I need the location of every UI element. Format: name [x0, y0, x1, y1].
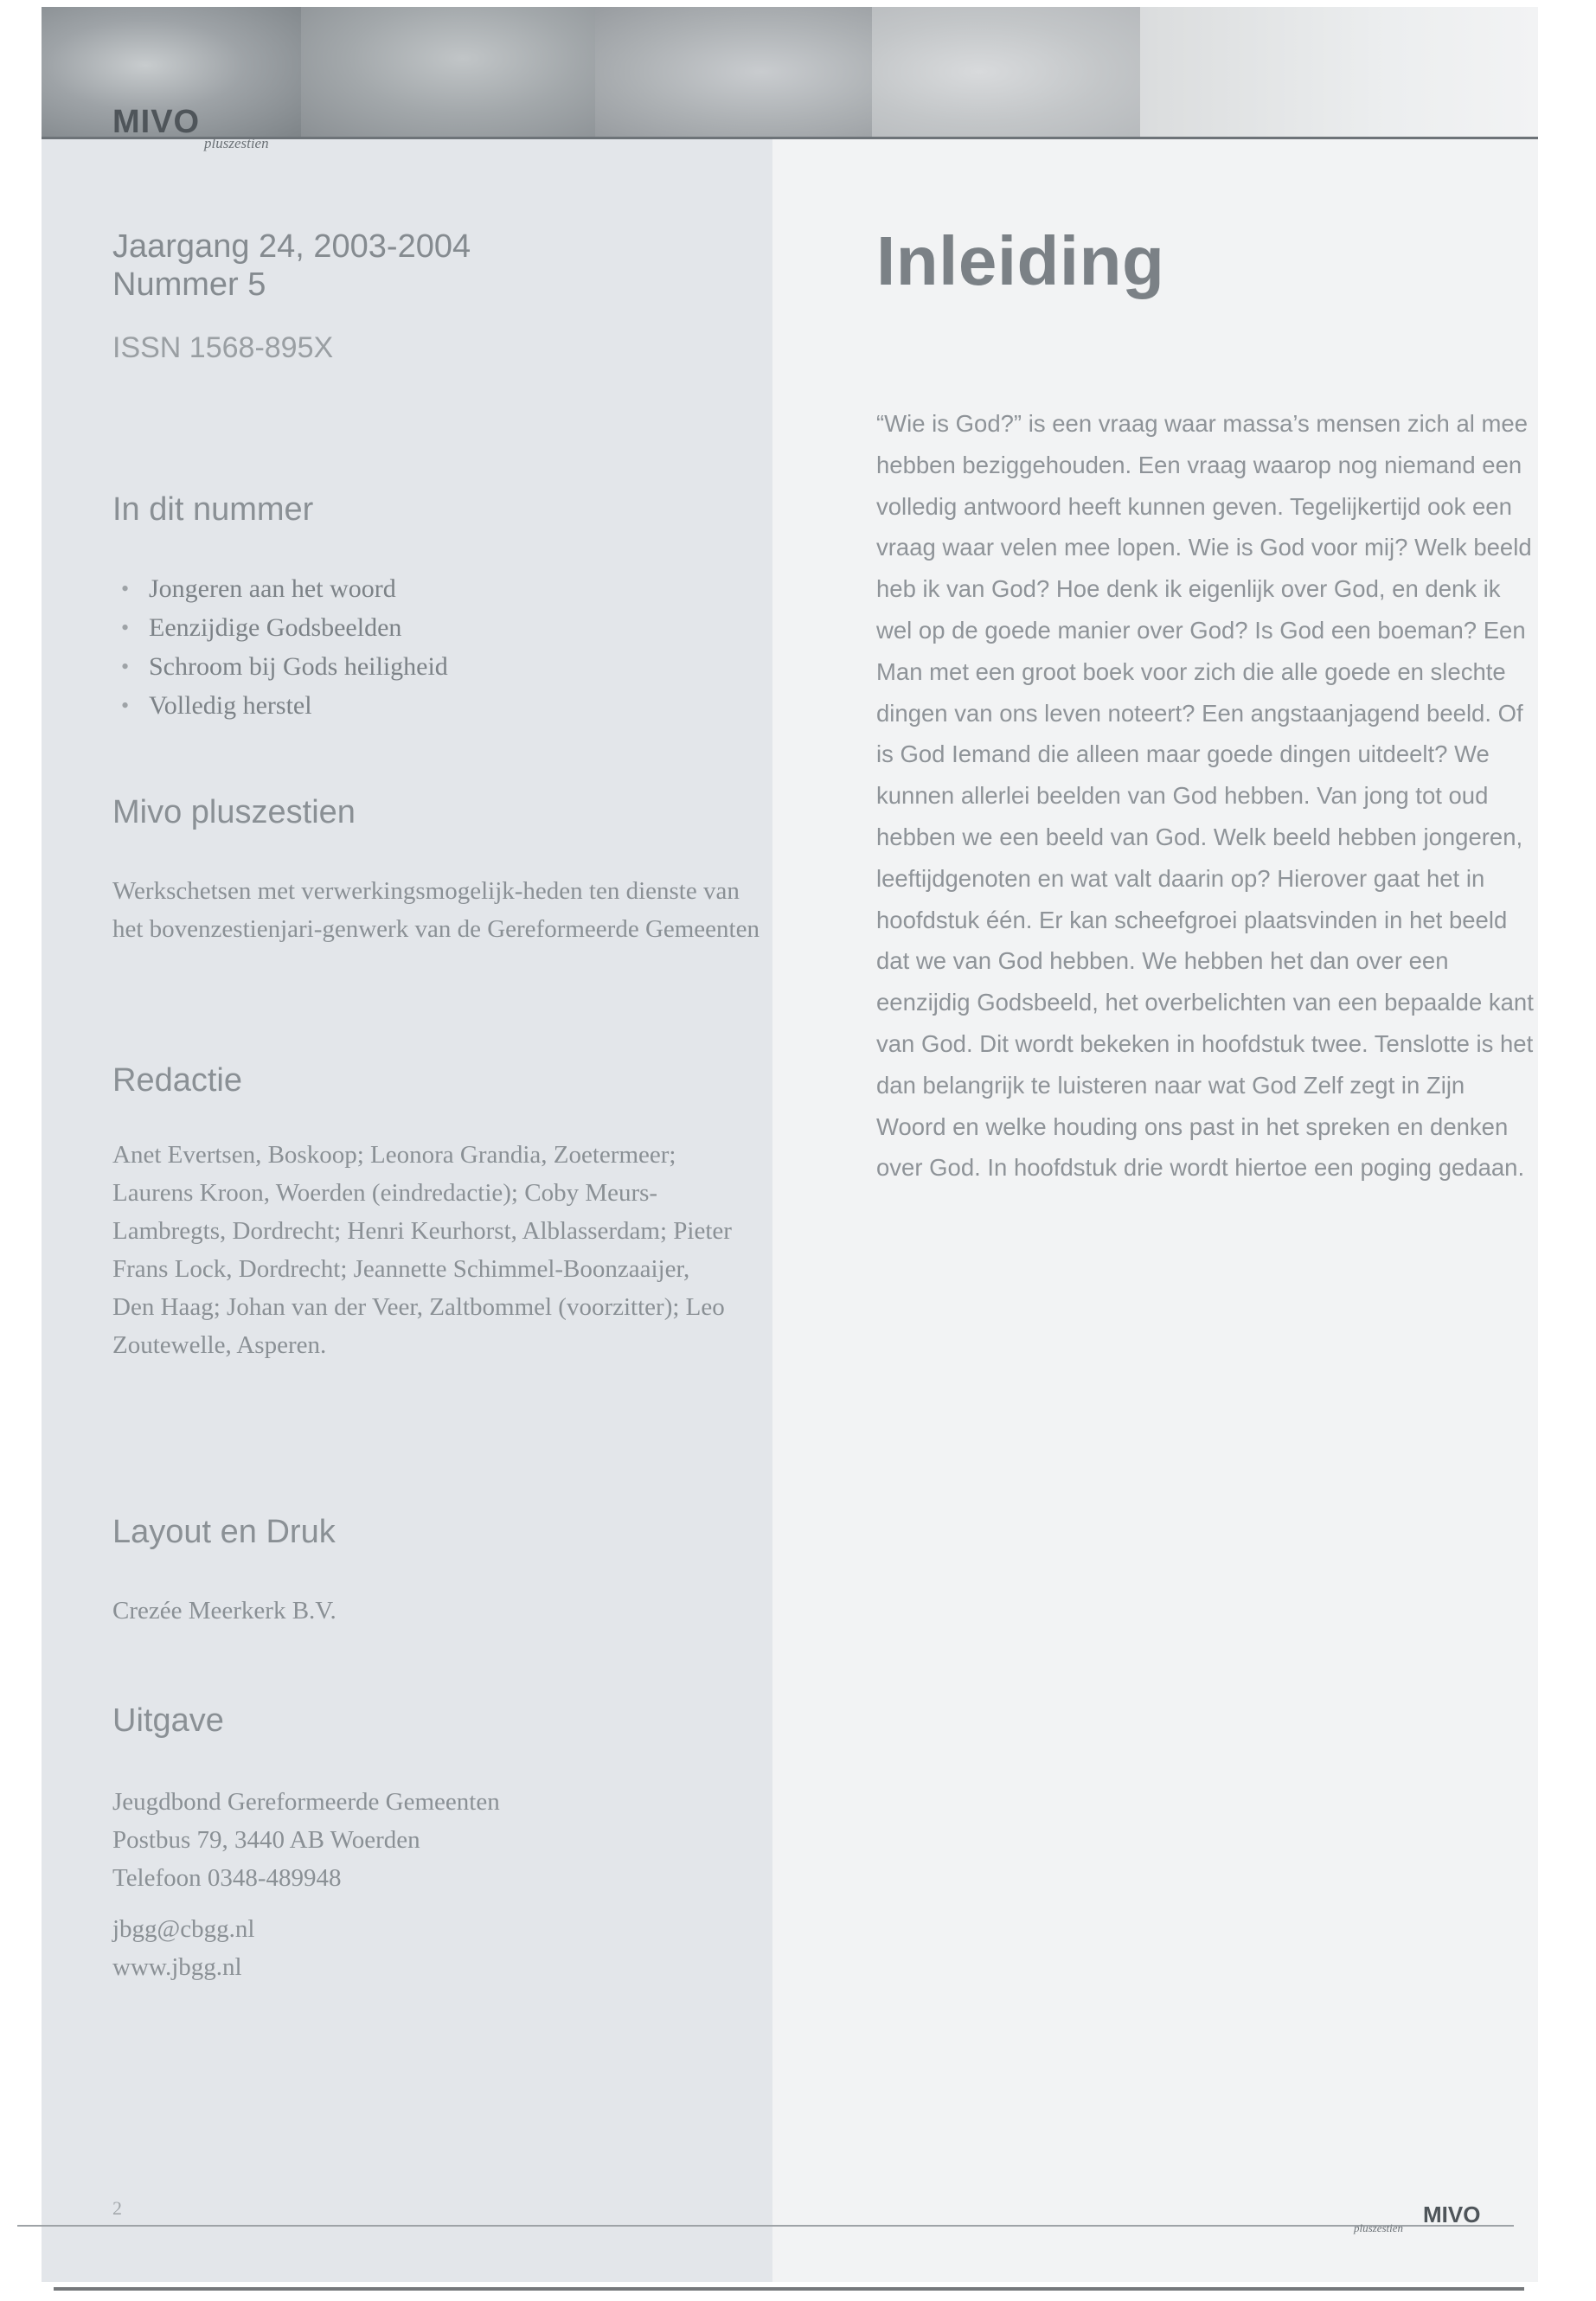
mivo-logo-subtitle: pluszestien: [204, 135, 269, 151]
article-title: Inleiding: [876, 222, 1165, 299]
layout-text: Crezée Meerkerk B.V.: [112, 1597, 337, 1625]
header-photo: [595, 7, 872, 137]
issue-number: Nummer 5: [112, 266, 266, 303]
header-photo: [301, 7, 595, 137]
page-sheet: [42, 7, 1538, 2282]
footer-logo-subtitle: pluszestien: [1354, 2221, 1404, 2234]
layout-heading: Layout en Druk: [112, 1514, 336, 1550]
editorial-text: Anet Evertsen, Boskoop; Leonora Grandia, Zoetermeer; Laurens Kroon, Woerden (eindredactie); Coby Meurs-Lambregts, Dordrecht; Henri Keurhorst, Alblasserdam; Pieter Frans Lock, Dordrecht; Jeannette Schimmel-Boonzaaijer, Den Haag; Johan van der Veer, Zaltbommel (voorzitter); Leo Zoutewelle, Asperen.: [112, 1141, 732, 1359]
publisher-phone: Telefoon 0348-489948: [112, 1864, 342, 1892]
contents-heading: In dit nummer: [112, 491, 314, 528]
publisher-address: [112, 1783, 500, 1897]
about-heading: Mivo pluszestien: [112, 794, 356, 830]
footer-mivo-logo: MIVO: [1423, 2202, 1481, 2227]
publisher-heading: Uitgave: [112, 1702, 224, 1739]
page-number: 2: [112, 2197, 122, 2219]
list-item: • Volledig herstel: [118, 686, 448, 725]
publisher-name: Jeugdbond Gereformeerde Gemeenten: [112, 1788, 500, 1816]
editorial-heading: Redactie: [112, 1062, 242, 1099]
about-text: Werkschetsen met verwerkingsmogelijk-heden ten dienste van het bovenzestienjari-genwerk van de Gereformeerde Gemeenten: [112, 877, 760, 943]
header-photo-band: [42, 7, 1538, 138]
list-item: • Eenzijdige Godsbeelden: [118, 608, 448, 647]
publisher-postal: Postbus 79, 3440 AB Woerden: [112, 1826, 420, 1854]
email-link[interactable]: jbgg@cbgg.nl: [112, 1915, 255, 1943]
publisher-contact: [112, 1910, 254, 1986]
list-item: • Jongeren aan het woord: [118, 569, 448, 608]
web-link[interactable]: www.jbgg.nl: [112, 1953, 242, 1981]
mivo-logo: MIVO: [112, 104, 201, 140]
issn: ISSN 1568-895X: [112, 331, 334, 364]
issue-info: [112, 228, 471, 304]
issue-volume: Jaargang 24, 2003-2004: [112, 228, 471, 265]
contents-list: [118, 569, 448, 725]
page-bottom-edge: [54, 2287, 1524, 2291]
header-photo: [872, 7, 1140, 137]
list-item: • Schroom bij Gods heiligheid: [118, 647, 448, 686]
footer-rule: [17, 2225, 1514, 2227]
article-body: “Wie is God?” is een vraag waar massa’s mensen zich al mee hebben beziggehouden. Een vraag waarop nog niemand een volledig antwoord heeft kunnen geven. Tegelijkertijd ook een vraag waar velen mee lopen. Wie is God voor mij? Welk beeld heb ik van God? Hoe denk ik eigenlijk over God, en denk ik wel op de goede manier over God? Is God een boeman? Een Man met een groot boek voor zich die alle goede en slechte dingen van ons leven noteert? Een angstaanjagend beeld. Of is God Iemand die alleen maar goede dingen uitdeelt? We kunnen allerlei beelden van God hebben. Van jong tot oud hebben we een beeld van God. Welk beeld hebben jongeren, leeftijdgenoten en wat valt daarin op? Hierover gaat het in hoofdstuk één. Er kan scheefgroei plaatsvinden in het beeld dat we van God hebben. We hebben het dan over een eenzijdig Godsbeeld, het overbelichten van een bepaalde kant van God. Dit wordt bekeken in hoofdstuk twee. Tenslotte is het dan belangrijk te luisteren naar wat God Zelf zegt in Zijn Woord en welke houding ons past in het spreken en denken over God. In hoofdstuk drie wordt hiertoe een poging gedaan.: [876, 410, 1534, 1182]
